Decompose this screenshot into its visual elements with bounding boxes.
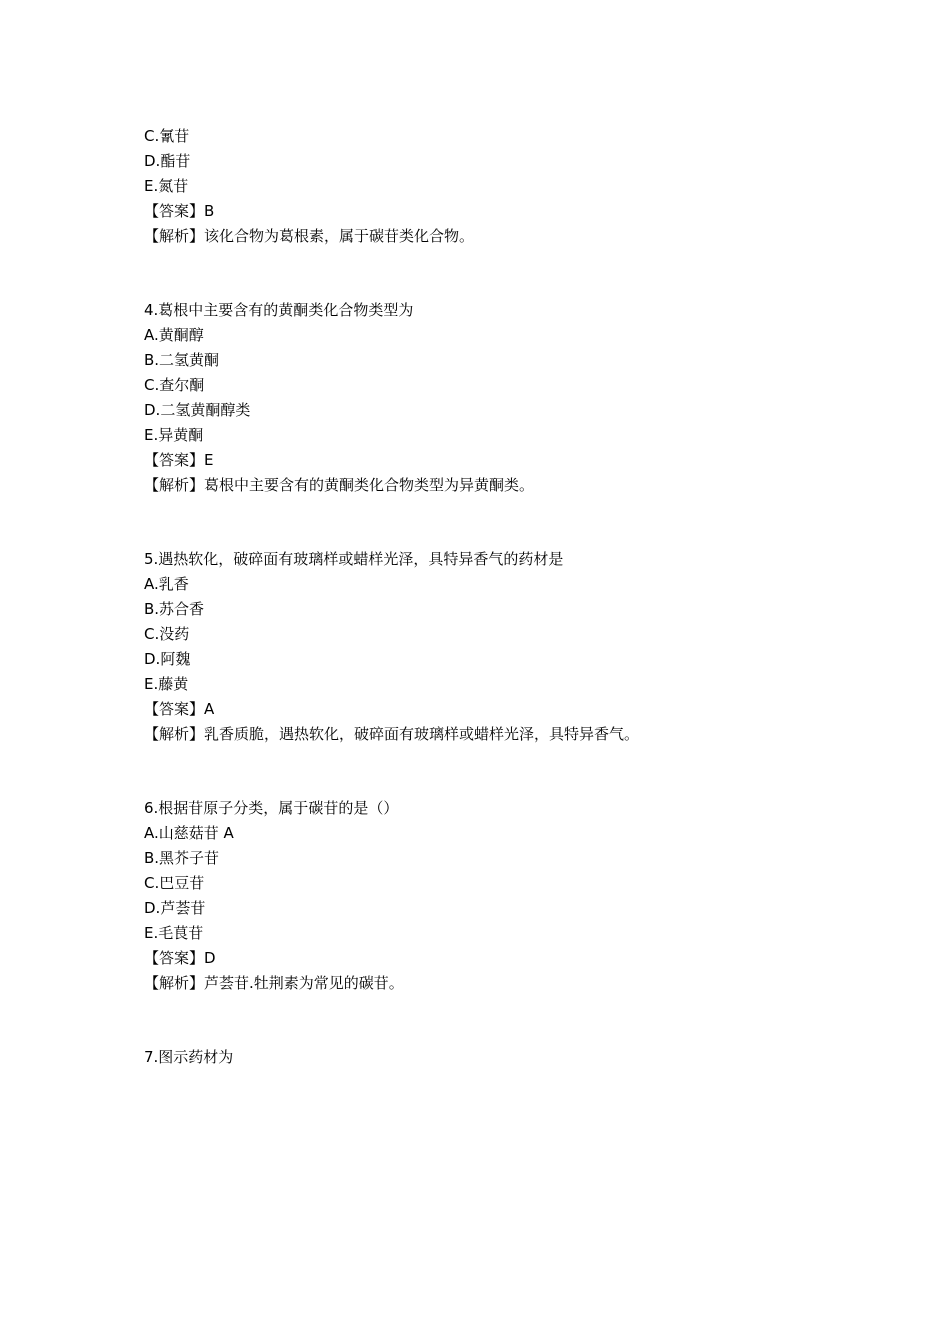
option-b: B.黑芥子苷 — [144, 849, 220, 867]
question-7 — [144, 1045, 824, 1070]
option-b: B.苏合香 — [144, 600, 205, 618]
question-5 — [144, 547, 824, 747]
option-e: E.氮苷 — [144, 177, 189, 195]
question-6 — [144, 796, 824, 996]
option-d: D.二氢黄酮醇类 — [144, 401, 251, 419]
option-a: A.山慈菇苷 A — [144, 824, 234, 842]
option-a: A.黄酮醇 — [144, 326, 204, 344]
option-c: C.查尔酮 — [144, 376, 205, 394]
question-stem: 7.图示药材为 — [144, 1048, 234, 1066]
question-4 — [144, 298, 824, 498]
answer-line: 【答案】B — [144, 202, 215, 220]
option-d: D.芦荟苷 — [144, 899, 206, 917]
option-e: E.异黄酮 — [144, 426, 204, 444]
question-3-fragment — [144, 124, 824, 249]
option-c: C.没药 — [144, 625, 190, 643]
option-e: E.藤黄 — [144, 675, 189, 693]
option-d: D.阿魏 — [144, 650, 191, 668]
option-c: C.巴豆苷 — [144, 874, 205, 892]
question-stem: 4.葛根中主要含有的黄酮类化合物类型为 — [144, 301, 414, 319]
question-stem: 5.遇热软化，破碎面有玻璃样或蜡样光泽，具特异香气的药材是 — [144, 550, 564, 568]
explanation-line: 【解析】葛根中主要含有的黄酮类化合物类型为异黄酮类。 — [144, 476, 535, 494]
document-page — [144, 124, 824, 1070]
spacer — [144, 747, 824, 796]
option-a: A.乳香 — [144, 575, 189, 593]
answer-line: 【答案】E — [144, 451, 214, 469]
answer-line: 【答案】D — [144, 949, 216, 967]
spacer — [144, 996, 824, 1045]
explanation-line: 【解析】该化合物为葛根素，属于碳苷类化合物。 — [144, 227, 475, 245]
option-b: B.二氢黄酮 — [144, 351, 220, 369]
answer-line: 【答案】A — [144, 700, 215, 718]
option-c: C.氰苷 — [144, 127, 190, 145]
spacer — [144, 498, 824, 547]
option-d: D.酯苷 — [144, 152, 191, 170]
option-e: E.毛茛苷 — [144, 924, 204, 942]
explanation-line: 【解析】芦荟苷.牡荆素为常见的碳苷。 — [144, 974, 404, 992]
explanation-line: 【解析】乳香质脆，遇热软化，破碎面有玻璃样或蜡样光泽，具特异香气。 — [144, 725, 640, 743]
spacer — [144, 249, 824, 298]
question-stem: 6.根据苷原子分类，属于碳苷的是（） — [144, 799, 399, 817]
